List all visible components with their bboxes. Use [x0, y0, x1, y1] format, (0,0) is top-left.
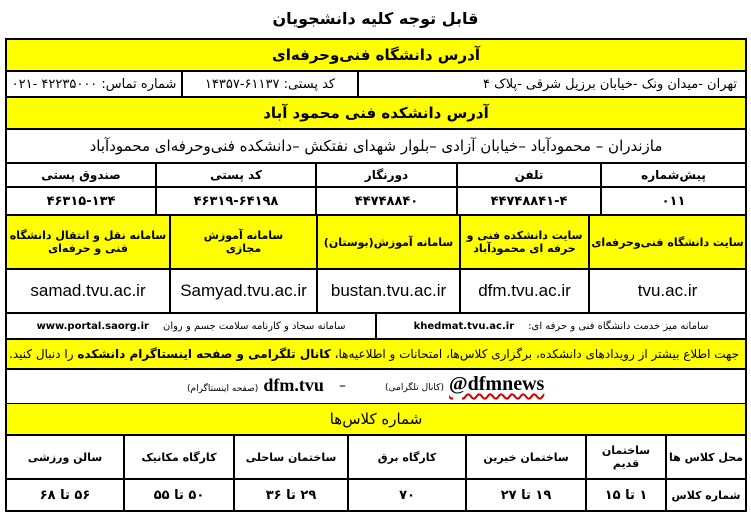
classes-header-mechanic-workshop: کارگاه مکانیک	[124, 435, 234, 479]
website-label-samyad: سامانه آموزش مجازی	[170, 215, 317, 269]
service-sajad	[6, 313, 376, 339]
university-address: تهران -میدان ونک -خیابان برزیل شرقی -پلاک ۴	[358, 71, 746, 97]
instagram-caption: (صفحه اینستاگرام)	[187, 384, 259, 394]
classes-header-old-building: ساختمان قدیم	[586, 435, 666, 479]
website-link-bustan[interactable]: bustan.tvu.ac.ir	[317, 269, 460, 313]
instagram-handle[interactable]: dfm.tvu	[263, 375, 324, 395]
website-label-bustan: سامانه آموزش(بوستان)	[317, 215, 460, 269]
service-mizkhedmat-link[interactable]: khedmat.tvu.ac.ir	[413, 320, 515, 332]
faculty-heading: آدرس دانشکده فنی محمود آباد	[6, 97, 746, 129]
contact-value-postal-code: ۴۶۳۱۹-۶۴۱۹۸	[156, 187, 316, 215]
website-link-university[interactable]: tvu.ac.ir	[589, 269, 746, 313]
handle-separator: –	[339, 378, 346, 394]
instagram-handle-group	[187, 375, 324, 396]
service-mizkhedmat	[376, 313, 746, 339]
social-notice-text: جهت اطلاع بیشتر از رویدادهای دانشکده، برگزاری کلاس‌ها، امتحانات و اطلاعیه‌ها،	[334, 347, 739, 361]
classes-header-kheyrin-building: ساختمان خیرین	[466, 435, 586, 479]
contact-header-phone: تلفن	[457, 163, 601, 187]
social-notice	[6, 339, 746, 369]
university-phone: شماره تماس: ۴۲۲۳۵۰۰۰ -۰۲۱	[6, 71, 182, 97]
contact-value-po-box: ۴۶۳۱۵-۱۳۴	[6, 187, 156, 215]
page-title: قابل توجه کلیه دانشجویان	[272, 9, 479, 28]
classes-row-label: شماره کلاس	[666, 479, 746, 511]
contact-header-fax: دورنگار	[316, 163, 457, 187]
website-link-faculty[interactable]: dfm.tvu.ac.ir	[460, 269, 589, 313]
classes-header-gym: سالن ورزشی	[6, 435, 124, 479]
social-notice-end: را دنبال کنید.	[9, 347, 74, 361]
contact-header-prefix: پیش‌شماره	[601, 163, 746, 187]
service-mizkhedmat-label: سامانه میز خدمت دانشگاه فنی و حرفه ای:	[528, 320, 709, 332]
telegram-caption: (کانال تلگرامی)	[385, 383, 444, 393]
classes-header-coastal-building: ساختمان ساحلی	[234, 435, 348, 479]
service-sajad-label: سامانه سجاد و کارنامه سلامت جسم و روان	[162, 320, 346, 332]
telegram-handle-group	[385, 373, 544, 396]
website-label-samad: سامانه نقل و انتقال دانشگاه فنی و حرفه‌ای	[6, 215, 170, 269]
contact-header-postal-code: کد پستی	[156, 163, 316, 187]
university-heading: آدرس دانشگاه فنی‌وحرفه‌ای	[6, 39, 746, 71]
classes-value-gym: ۵۶ تا ۶۸	[6, 479, 124, 511]
info-table	[5, 38, 747, 512]
contact-header-po-box: صندوق پستی	[6, 163, 156, 187]
website-link-samad[interactable]: samad.tvu.ac.ir	[6, 269, 170, 313]
social-handles	[6, 369, 746, 403]
website-link-samyad[interactable]: Samyad.tvu.ac.ir	[170, 269, 317, 313]
university-postal-code: کد پستی: ۶۱۱۳۷-۱۴۳۵۷	[182, 71, 358, 97]
classes-value-mechanic-workshop: ۵۰ تا ۵۵	[124, 479, 234, 511]
classes-value-old-building: ۱ تا ۱۵	[586, 479, 666, 511]
classes-header-electric-workshop: کارگاه برق	[348, 435, 466, 479]
contact-value-fax: ۴۴۷۴۸۸۴۰	[316, 187, 457, 215]
website-label-university: سایت دانشگاه فنی‌وحرفه‌ای	[589, 215, 746, 269]
website-label-faculty: سایت دانشکده فنی و حرفه ای محمودآباد	[460, 215, 589, 269]
classes-value-coastal-building: ۲۹ تا ۳۶	[234, 479, 348, 511]
social-notice-highlight: کانال تلگرامی و صفحه اینستاگرام دانشکده	[77, 347, 331, 361]
classes-value-electric-workshop: ۷۰	[348, 479, 466, 511]
contact-value-phone: ۴۴۷۴۸۸۴۱-۴	[457, 187, 601, 215]
faculty-address: مازندران – محمودآباد –خیابان آزادی –بلوار شهدای نفتکش –دانشکده فنی‌وحرفه‌ای محمودآباد	[6, 129, 746, 163]
classes-value-kheyrin-building: ۱۹ تا ۲۷	[466, 479, 586, 511]
classes-heading: شماره کلاس‌ها	[6, 403, 746, 435]
contact-value-prefix: ۰۱۱	[601, 187, 746, 215]
service-sajad-link[interactable]: www.portal.saorg.ir	[36, 320, 149, 332]
telegram-handle[interactable]: @dfmnews	[449, 373, 545, 395]
classes-header-location: محل کلاس ها	[666, 435, 746, 479]
